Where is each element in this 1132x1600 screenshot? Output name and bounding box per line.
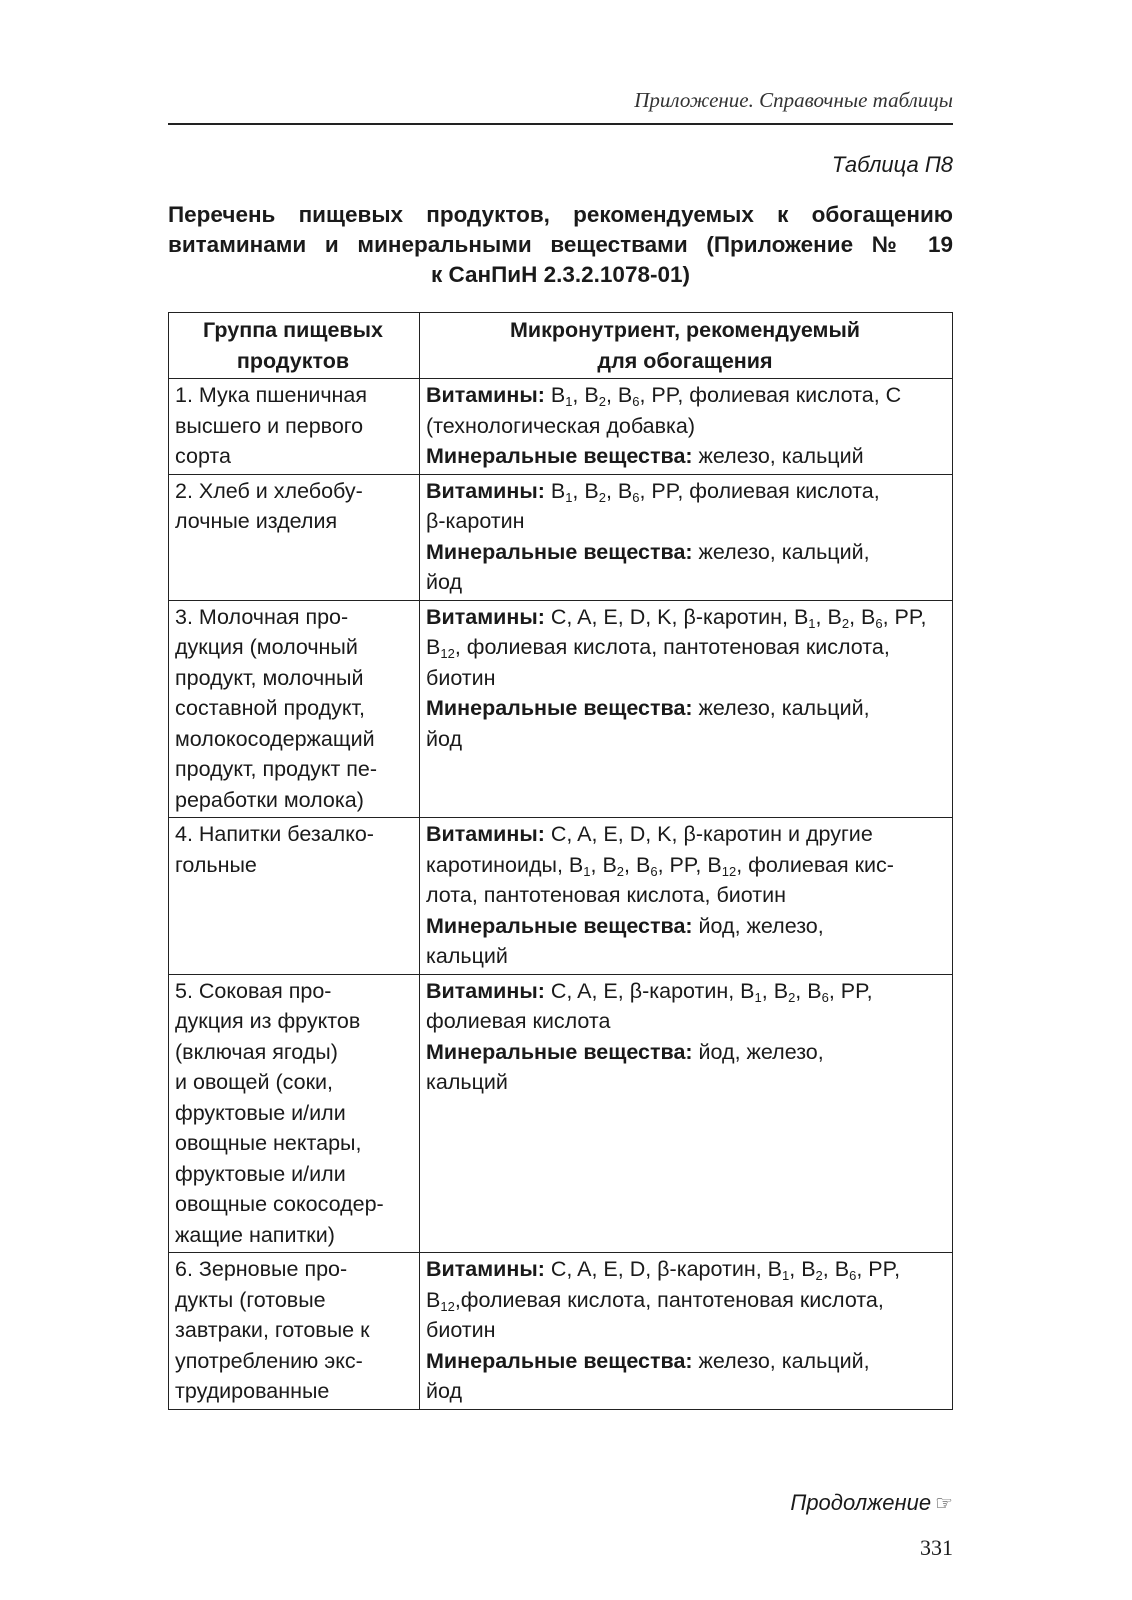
- vitamins-line: [426, 476, 944, 507]
- group-cell: [169, 600, 420, 818]
- subscript: 12: [721, 863, 737, 879]
- minerals-label: Минеральные вещества:: [426, 696, 693, 720]
- text: , PP, B: [657, 852, 722, 877]
- minerals-line: [426, 693, 944, 724]
- subscript: 1: [754, 989, 762, 1005]
- vitamins-line: (технологическая добавка): [426, 413, 696, 438]
- minerals-label: Минеральные вещества:: [426, 1348, 693, 1373]
- group-line: овощные сокосодер-: [175, 1192, 384, 1216]
- subscript: 2: [616, 863, 625, 879]
- minerals-label: Минеральные вещества:: [426, 539, 693, 564]
- header-line: Микронутриент, рекомендуемый: [509, 318, 861, 342]
- subscript: 2: [841, 615, 850, 631]
- subscript: 6: [650, 863, 658, 879]
- vitamins-line: [426, 632, 944, 663]
- subscript: 1: [782, 1268, 790, 1283]
- group-line: фруктовые и/или: [175, 1100, 346, 1125]
- vitamins-line: [426, 602, 944, 633]
- text: B: [426, 635, 441, 659]
- subscript: 2: [788, 989, 796, 1005]
- table-row: [169, 818, 953, 975]
- minerals-label: Минеральные вещества:: [426, 1039, 693, 1064]
- group-line: овощные нектары,: [175, 1131, 362, 1155]
- minerals-line: йод: [426, 1379, 463, 1403]
- micronutrient-cell: [420, 379, 953, 475]
- group-line: молокосодержащий: [175, 726, 375, 751]
- text: , B: [605, 478, 633, 503]
- group-line: сорта: [175, 444, 231, 468]
- table-row: [169, 1253, 953, 1410]
- text: B: [550, 383, 566, 407]
- group-cell: [169, 474, 420, 600]
- table-title-line: витаминами и минеральными веществами (Приложение № 19: [168, 232, 953, 257]
- header-line: Группа пищевых: [203, 318, 383, 342]
- vitamins-label: Витамины:: [426, 383, 545, 407]
- text: , B: [795, 978, 822, 1003]
- text: , PP,: [856, 1257, 901, 1281]
- text: каротиноиды, B: [426, 852, 584, 877]
- group-line: высшего и первого: [175, 413, 364, 438]
- vitamins-line: [426, 1285, 944, 1316]
- text: , B: [605, 383, 633, 407]
- group-line: дукты (готовые: [175, 1287, 326, 1312]
- text: , PP,: [882, 604, 927, 629]
- group-line: реработки молока): [175, 787, 364, 812]
- page-number: 331: [920, 1535, 953, 1560]
- continuation-text: Продолжение: [790, 1490, 932, 1515]
- text: йод, железо,: [698, 913, 824, 938]
- vitamins-line: биотин: [426, 665, 496, 690]
- header-rule: [168, 123, 953, 125]
- table-title: [168, 200, 953, 290]
- text: , фолиевая кис-: [736, 852, 894, 877]
- micronutrient-cell: [420, 600, 953, 818]
- group-line: дукция из фруктов: [175, 1009, 361, 1033]
- subscript: 6: [849, 1268, 857, 1283]
- text: C, A, E, D, β-каротин, B: [550, 1257, 783, 1281]
- group-line: продукт, продукт пе-: [175, 757, 378, 781]
- text: B: [550, 478, 566, 503]
- subscript: 6: [632, 489, 640, 505]
- subscript: 12: [440, 646, 455, 661]
- running-head: Приложение. Справочные таблицы: [634, 88, 953, 112]
- group-line: завтраки, готовые к: [175, 1318, 370, 1342]
- group-line: продукт, молочный: [175, 665, 364, 690]
- group-line: и овощей (соки,: [175, 1070, 333, 1094]
- group-cell: [169, 974, 420, 1253]
- text: железо, кальций: [698, 444, 864, 468]
- text: , B: [789, 1257, 816, 1281]
- pointing-hand-icon: ☞: [935, 1493, 953, 1515]
- header-line: для обогащения: [597, 348, 773, 373]
- group-line: жащие напитки): [175, 1222, 335, 1247]
- subscript: 2: [598, 394, 606, 409]
- group-cell: [169, 818, 420, 975]
- text: , B: [572, 478, 599, 503]
- table-header-row: [169, 313, 953, 379]
- text: , B: [822, 1257, 850, 1281]
- group-line: трудированные: [175, 1379, 330, 1403]
- table-row: [169, 974, 953, 1253]
- text: , B: [849, 604, 876, 629]
- subscript: 12: [440, 1298, 455, 1314]
- text: , B: [590, 852, 617, 877]
- group-line: 6. Зерновые про-: [175, 1257, 348, 1281]
- text: железо, кальций,: [698, 696, 870, 720]
- minerals-line: кальций: [426, 944, 508, 968]
- reference-table: [168, 312, 953, 1410]
- minerals-line: [426, 1037, 944, 1068]
- group-line: употреблению экс-: [175, 1348, 363, 1373]
- text: йод, железо,: [698, 1039, 824, 1064]
- table-row: [169, 474, 953, 600]
- minerals-line: кальций: [426, 1070, 508, 1094]
- vitamins-label: Витамины:: [426, 978, 545, 1003]
- group-line: 2. Хлеб и хлебобу-: [175, 478, 363, 503]
- header-line: продуктов: [236, 348, 350, 373]
- vitamins-line: [426, 819, 944, 850]
- text: железо, кальций,: [698, 1348, 870, 1373]
- minerals-line: йод: [426, 726, 463, 751]
- group-line: составной продукт,: [175, 696, 365, 720]
- column-header-group: [169, 313, 420, 379]
- group-line: 1. Мука пшеничная: [175, 383, 368, 407]
- subscript: 1: [565, 394, 573, 409]
- vitamins-line: [426, 1254, 944, 1285]
- text: , PP, фолиевая кислота, C: [639, 383, 902, 407]
- text: , PP,: [828, 978, 873, 1003]
- minerals-line: [426, 441, 944, 472]
- subscript: 6: [632, 394, 640, 409]
- group-line: гольные: [175, 852, 257, 877]
- text: C, A, E, D, K, β-каротин и другие: [550, 822, 873, 846]
- subscript: 6: [821, 989, 829, 1005]
- vitamins-label: Витамины:: [426, 822, 545, 846]
- micronutrient-cell: [420, 474, 953, 600]
- vitamins-label: Витамины:: [426, 478, 545, 503]
- micronutrient-cell: [420, 818, 953, 975]
- subscript: 1: [565, 489, 573, 505]
- vitamins-line: [426, 850, 944, 881]
- minerals-label: Минеральные вещества:: [426, 913, 693, 938]
- text: железо, кальций,: [698, 539, 870, 564]
- text: ,фолиевая кислота, пантотеновая кислота,: [454, 1287, 884, 1312]
- text: , B: [572, 383, 599, 407]
- group-line: лочные изделия: [175, 509, 338, 533]
- vitamins-line: лота, пантотеновая кислота, биотин: [426, 883, 786, 907]
- text: , PP, фолиевая кислота,: [639, 478, 880, 503]
- vitamins-line: β-каротин: [426, 509, 525, 533]
- text: , B: [624, 852, 651, 877]
- text: , B: [815, 604, 842, 629]
- text: B: [426, 1287, 441, 1312]
- text: , B: [761, 978, 789, 1003]
- micronutrient-cell: [420, 1253, 953, 1410]
- group-line: 4. Напитки безалко-: [175, 822, 374, 846]
- minerals-line: йод: [426, 570, 463, 594]
- text: C, A, E, β-каротин, B: [550, 978, 755, 1003]
- group-cell: [169, 379, 420, 475]
- column-header-micronutrient: [420, 313, 953, 379]
- minerals-line: [426, 537, 944, 568]
- vitamins-line: биотин: [426, 1318, 496, 1342]
- group-cell: [169, 1253, 420, 1410]
- group-line: 5. Соковая про-: [175, 978, 332, 1003]
- table-label: Таблица П8: [831, 152, 953, 177]
- vitamins-line: [426, 380, 944, 411]
- group-line: (включая ягоды): [175, 1039, 338, 1064]
- group-line: 3. Молочная про-: [175, 604, 349, 629]
- subscript: 1: [583, 863, 591, 879]
- minerals-line: [426, 911, 944, 942]
- text: , фолиевая кислота, пантотеновая кислота,: [454, 635, 890, 659]
- text: C, A, E, D, K, β-каротин, B: [550, 604, 809, 629]
- vitamins-label: Витамины:: [426, 1257, 545, 1281]
- group-line: дукция (молочный: [175, 635, 358, 659]
- table-row: [169, 379, 953, 475]
- vitamins-line: фолиевая кислота: [426, 1009, 611, 1033]
- vitamins-label: Витамины:: [426, 604, 545, 629]
- table-row: [169, 600, 953, 818]
- continuation-note: [168, 1490, 953, 1516]
- subscript: 2: [598, 489, 606, 505]
- minerals-label: Минеральные вещества:: [426, 444, 693, 468]
- subscript: 6: [875, 615, 883, 631]
- subscript: 2: [815, 1268, 823, 1283]
- table-title-line: Перечень пищевых продуктов, рекомендуемых к обогащению: [168, 202, 953, 227]
- micronutrient-cell: [420, 974, 953, 1253]
- subscript: 1: [808, 615, 816, 631]
- minerals-line: [426, 1346, 944, 1377]
- group-line: фруктовые и/или: [175, 1161, 346, 1186]
- vitamins-line: [426, 976, 944, 1007]
- table-title-line: к СанПиН 2.3.2.1078-01): [430, 262, 690, 287]
